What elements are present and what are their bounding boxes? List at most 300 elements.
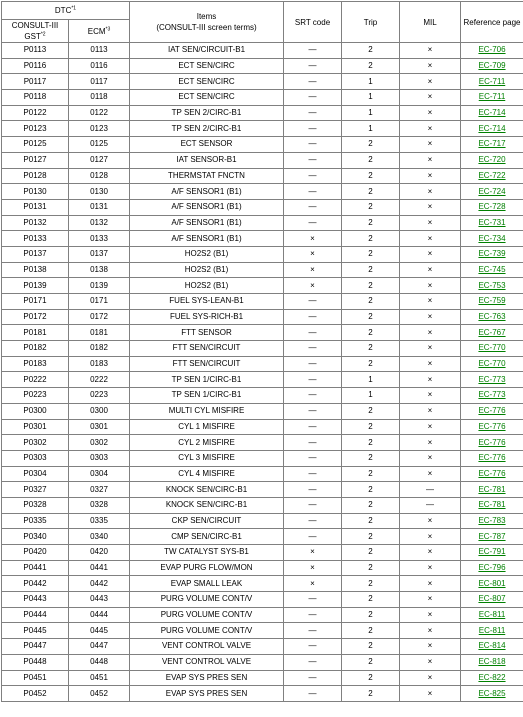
trip-value: 2 [342, 403, 400, 419]
item-name: HO2S2 (B1) [130, 262, 284, 278]
ecm-code: 0139 [69, 278, 130, 294]
mil-value: × [400, 168, 461, 184]
table-row [2, 168, 523, 184]
dtc-header: DTC$^{*1}$ [2, 2, 130, 20]
item-name: TP SEN 2/CIRC-B1 [130, 121, 284, 137]
trip-value: 1 [342, 121, 400, 137]
table-row [2, 43, 523, 59]
reference-link[interactable]: EC-709 [478, 61, 505, 70]
srt-code: — [284, 450, 342, 466]
reference-link[interactable]: EC-776 [478, 422, 505, 431]
gst-code: P0183 [2, 356, 69, 372]
item-name: CYL 1 MISFIRE [130, 419, 284, 435]
mil-value: × [400, 545, 461, 561]
item-name: THERMSTAT FNCTN [130, 168, 284, 184]
trip-value: 2 [342, 294, 400, 310]
srt-code: — [284, 74, 342, 90]
reference-link[interactable]: EC-811 [479, 626, 506, 635]
srt-code: — [284, 215, 342, 231]
dtc-table [1, 1, 523, 702]
item-name: FTT SEN/CIRCUIT [130, 341, 284, 357]
ecm-code: 0131 [69, 199, 130, 215]
trip-value: 2 [342, 497, 400, 513]
item-name: KNOCK SEN/CIRC-B1 [130, 497, 284, 513]
trip-value: 2 [342, 686, 400, 702]
reference-cell [461, 607, 523, 623]
ecm-code: 0132 [69, 215, 130, 231]
item-name: FTT SEN/CIRCUIT [130, 356, 284, 372]
ecm-code: 0122 [69, 105, 130, 121]
ecm-code: 0420 [69, 545, 130, 561]
trip-value: 2 [342, 309, 400, 325]
table-row [2, 325, 523, 341]
reference-link[interactable]: EC-724 [478, 187, 505, 196]
table-row [2, 137, 523, 153]
ecm-code: 0445 [69, 623, 130, 639]
reference-link[interactable]: EC-722 [478, 171, 505, 180]
table-row [2, 639, 523, 655]
srt-code: — [284, 184, 342, 200]
table-row [2, 199, 523, 215]
srt-code: — [284, 121, 342, 137]
table-row [2, 74, 523, 90]
trip-value: 2 [342, 560, 400, 576]
gst-code: P0445 [2, 623, 69, 639]
ecm-code: 0171 [69, 294, 130, 310]
reference-cell [461, 90, 523, 106]
reference-cell [461, 466, 523, 482]
trip-value: 1 [342, 105, 400, 121]
reference-link[interactable]: EC-706 [478, 45, 505, 54]
trip-value: 2 [342, 529, 400, 545]
mil-value: × [400, 372, 461, 388]
reference-cell [461, 513, 523, 529]
table-row [2, 545, 523, 561]
reference-link[interactable]: EC-776 [478, 453, 505, 462]
table-row [2, 215, 523, 231]
reference-cell [461, 43, 523, 59]
reference-cell [461, 152, 523, 168]
reference-link[interactable]: EC-728 [478, 202, 505, 211]
ecm-code: 0443 [69, 592, 130, 608]
mil-value: × [400, 309, 461, 325]
table-row [2, 388, 523, 404]
gst-code: P0122 [2, 105, 69, 121]
gst-code: P0301 [2, 419, 69, 435]
reference-cell [461, 341, 523, 357]
item-name: EVAP SYS PRES SEN [130, 670, 284, 686]
ecm-code: 0123 [69, 121, 130, 137]
mil-value: × [400, 450, 461, 466]
table-row [2, 623, 523, 639]
item-name: IAT SENSOR-B1 [130, 152, 284, 168]
reference-cell [461, 105, 523, 121]
table-row [2, 278, 523, 294]
table-row [2, 497, 523, 513]
reference-link[interactable]: EC-773 [478, 375, 505, 384]
ecm-code: 0117 [69, 74, 130, 90]
mil-value: × [400, 137, 461, 153]
reference-link[interactable]: EC-783 [478, 516, 505, 525]
reference-cell [461, 58, 523, 74]
reference-cell [461, 497, 523, 513]
table-row [2, 184, 523, 200]
table-row [2, 58, 523, 74]
reference-link[interactable]: EC-759 [478, 296, 505, 305]
mil-value: × [400, 513, 461, 529]
mil-value: × [400, 576, 461, 592]
gst-code: P0222 [2, 372, 69, 388]
trip-value: 2 [342, 670, 400, 686]
reference-cell [461, 278, 523, 294]
mil-value: × [400, 356, 461, 372]
trip-value: 2 [342, 639, 400, 655]
trip-value: 2 [342, 576, 400, 592]
reference-link[interactable]: EC-753 [478, 281, 505, 290]
reference-link[interactable]: EC-731 [478, 218, 505, 227]
gst-code: P0451 [2, 670, 69, 686]
item-name: A/F SENSOR1 (B1) [130, 215, 284, 231]
mil-value: × [400, 466, 461, 482]
gst-code: P0304 [2, 466, 69, 482]
item-name: VENT CONTROL VALVE [130, 639, 284, 655]
table-header [2, 2, 523, 43]
ecm-code: 0335 [69, 513, 130, 529]
gst-code: P0113 [2, 43, 69, 59]
table-row [2, 435, 523, 451]
item-name: MULTI CYL MISFIRE [130, 403, 284, 419]
ecm-code: 0127 [69, 152, 130, 168]
trip-value: 1 [342, 74, 400, 90]
srt-header: SRT code [284, 2, 342, 43]
reference-link[interactable]: EC-825 [478, 689, 505, 698]
ecm-code: 0137 [69, 246, 130, 262]
reference-link[interactable]: EC-734 [478, 234, 505, 243]
reference-link[interactable]: EC-720 [478, 155, 505, 164]
item-name: TW CATALYST SYS-B1 [130, 545, 284, 561]
mil-header: MIL [400, 2, 461, 43]
gst-code: P0302 [2, 435, 69, 451]
srt-code: — [284, 388, 342, 404]
item-name: CMP SEN/CIRC-B1 [130, 529, 284, 545]
reference-cell [461, 294, 523, 310]
ecm-code: 0447 [69, 639, 130, 655]
reference-cell [461, 262, 523, 278]
mil-value: × [400, 246, 461, 262]
mil-value: × [400, 388, 461, 404]
reference-cell [461, 419, 523, 435]
item-name: TP SEN 2/CIRC-B1 [130, 105, 284, 121]
item-name: PURG VOLUME CONT/V [130, 607, 284, 623]
trip-header: Trip [342, 2, 400, 43]
reference-cell [461, 639, 523, 655]
consult-gst-header: CONSULT-III GST$^{*2}$ [2, 20, 69, 43]
srt-code: — [284, 497, 342, 513]
table-row [2, 372, 523, 388]
mil-value: × [400, 294, 461, 310]
item-name: IAT SEN/CIRCUIT-B1 [130, 43, 284, 59]
srt-code: — [284, 403, 342, 419]
mil-value: × [400, 278, 461, 294]
reference-link[interactable]: EC-745 [478, 265, 505, 274]
mil-value: × [400, 184, 461, 200]
srt-code: — [284, 670, 342, 686]
mil-value: × [400, 639, 461, 655]
table-row [2, 466, 523, 482]
table-row [2, 513, 523, 529]
item-name: FUEL SYS-LEAN-B1 [130, 294, 284, 310]
ecm-code: 0444 [69, 607, 130, 623]
gst-code: P0223 [2, 388, 69, 404]
srt-code: — [284, 341, 342, 357]
table-row [2, 105, 523, 121]
item-name: ECT SEN/CIRC [130, 74, 284, 90]
reference-cell [461, 325, 523, 341]
item-name: CKP SEN/CIRCUIT [130, 513, 284, 529]
reference-cell [461, 215, 523, 231]
gst-code: P0441 [2, 560, 69, 576]
gst-code: P0137 [2, 246, 69, 262]
reference-link[interactable]: EC-717 [478, 139, 505, 148]
mil-value: × [400, 670, 461, 686]
ecm-code: 0300 [69, 403, 130, 419]
ecm-code: 0441 [69, 560, 130, 576]
srt-code: × [284, 262, 342, 278]
gst-code: P0452 [2, 686, 69, 702]
srt-code: — [284, 654, 342, 670]
reference-link[interactable]: EC-767 [478, 328, 505, 337]
srt-code: — [284, 435, 342, 451]
reference-link[interactable]: EC-781 [478, 500, 505, 509]
table-row [2, 294, 523, 310]
srt-code: — [284, 513, 342, 529]
trip-value: 2 [342, 325, 400, 341]
reference-link[interactable]: EC-781 [478, 485, 505, 494]
item-name: CYL 2 MISFIRE [130, 435, 284, 451]
mil-value: × [400, 231, 461, 247]
trip-value: 2 [342, 466, 400, 482]
reference-link[interactable]: EC-787 [478, 532, 505, 541]
item-name: HO2S2 (B1) [130, 278, 284, 294]
table-row [2, 231, 523, 247]
ecm-code: 0302 [69, 435, 130, 451]
gst-code: P0118 [2, 90, 69, 106]
gst-code: P0172 [2, 309, 69, 325]
gst-code: P0130 [2, 184, 69, 200]
table-row [2, 576, 523, 592]
reference-cell [461, 231, 523, 247]
reference-link[interactable]: EC-814 [478, 641, 505, 650]
trip-value: 2 [342, 184, 400, 200]
reference-cell [461, 199, 523, 215]
item-name: VENT CONTROL VALVE [130, 654, 284, 670]
gst-code: P0133 [2, 231, 69, 247]
gst-code: P0448 [2, 654, 69, 670]
srt-code: — [284, 137, 342, 153]
reference-link[interactable]: EC-714 [478, 124, 505, 133]
mil-value: × [400, 435, 461, 451]
table-row [2, 560, 523, 576]
srt-code: × [284, 560, 342, 576]
table-row [2, 262, 523, 278]
item-name: TP SEN 1/CIRC-B1 [130, 388, 284, 404]
reference-link[interactable]: EC-807 [478, 594, 505, 603]
srt-code: × [284, 576, 342, 592]
table-row [2, 419, 523, 435]
srt-code: — [284, 168, 342, 184]
reference-cell [461, 309, 523, 325]
item-name: EVAP SMALL LEAK [130, 576, 284, 592]
item-name: PURG VOLUME CONT/V [130, 592, 284, 608]
reference-link[interactable]: EC-773 [478, 390, 505, 399]
reference-cell [461, 168, 523, 184]
trip-value: 1 [342, 388, 400, 404]
reference-cell [461, 74, 523, 90]
trip-value: 2 [342, 168, 400, 184]
ecm-code: 0181 [69, 325, 130, 341]
srt-code: — [284, 592, 342, 608]
gst-code: P0300 [2, 403, 69, 419]
reference-link[interactable]: EC-818 [478, 657, 505, 666]
trip-value: 2 [342, 58, 400, 74]
srt-code: — [284, 686, 342, 702]
gst-code: P0443 [2, 592, 69, 608]
reference-link[interactable]: EC-776 [478, 469, 505, 478]
mil-value: × [400, 325, 461, 341]
srt-code: — [284, 419, 342, 435]
mil-value: × [400, 560, 461, 576]
reference-cell [461, 686, 523, 702]
ecm-code: 0130 [69, 184, 130, 200]
trip-value: 2 [342, 231, 400, 247]
ecm-code: 0340 [69, 529, 130, 545]
trip-value: 2 [342, 43, 400, 59]
reference-cell [461, 654, 523, 670]
reference-link[interactable]: EC-770 [478, 343, 505, 352]
gst-code: P0116 [2, 58, 69, 74]
item-name: A/F SENSOR1 (B1) [130, 199, 284, 215]
srt-code: × [284, 545, 342, 561]
gst-code: P0182 [2, 341, 69, 357]
srt-code: — [284, 309, 342, 325]
ecm-code: 0125 [69, 137, 130, 153]
mil-value: × [400, 199, 461, 215]
ecm-code: 0116 [69, 58, 130, 74]
table-row [2, 90, 523, 106]
mil-value: × [400, 686, 461, 702]
reference-cell [461, 623, 523, 639]
gst-code: P0303 [2, 450, 69, 466]
trip-value: 2 [342, 435, 400, 451]
mil-value: × [400, 215, 461, 231]
reference-cell [461, 356, 523, 372]
srt-code: — [284, 43, 342, 59]
reference-link[interactable]: EC-811 [479, 610, 506, 619]
table-row [2, 529, 523, 545]
item-name: ECT SEN/CIRC [130, 90, 284, 106]
table-row [2, 607, 523, 623]
mil-value: × [400, 403, 461, 419]
reference-link[interactable]: EC-714 [478, 108, 505, 117]
reference-link[interactable]: EC-801 [478, 579, 505, 588]
table-row [2, 246, 523, 262]
reference-cell [461, 435, 523, 451]
table-row [2, 450, 523, 466]
reference-cell [461, 372, 523, 388]
gst-code: P0447 [2, 639, 69, 655]
trip-value: 2 [342, 341, 400, 357]
item-name: A/F SENSOR1 (B1) [130, 231, 284, 247]
gst-code: P0128 [2, 168, 69, 184]
reference-link[interactable]: EC-776 [478, 438, 505, 447]
reference-cell [461, 670, 523, 686]
srt-code: — [284, 466, 342, 482]
reference-cell [461, 576, 523, 592]
gst-code: P0444 [2, 607, 69, 623]
table-row [2, 670, 523, 686]
srt-code: — [284, 90, 342, 106]
reference-cell [461, 545, 523, 561]
srt-code: — [284, 607, 342, 623]
reference-link[interactable]: EC-776 [478, 406, 505, 415]
trip-value: 2 [342, 592, 400, 608]
reference-link[interactable]: EC-739 [478, 249, 505, 258]
trip-value: 2 [342, 607, 400, 623]
table-row [2, 341, 523, 357]
mil-value: × [400, 43, 461, 59]
reference-link[interactable]: EC-822 [478, 673, 505, 682]
gst-code: P0171 [2, 294, 69, 310]
trip-value: 1 [342, 90, 400, 106]
gst-code: P0125 [2, 137, 69, 153]
ecm-code: 0328 [69, 497, 130, 513]
srt-code: × [284, 278, 342, 294]
trip-value: 1 [342, 372, 400, 388]
trip-value: 2 [342, 513, 400, 529]
mil-value: × [400, 74, 461, 90]
table-row [2, 152, 523, 168]
item-name: PURG VOLUME CONT/V [130, 623, 284, 639]
ecm-code: 0223 [69, 388, 130, 404]
item-name: TP SEN 1/CIRC-B1 [130, 372, 284, 388]
ecm-header: ECM$^{*3}$ [69, 20, 130, 43]
mil-value: × [400, 341, 461, 357]
table-row [2, 654, 523, 670]
reference-link[interactable]: EC-711 [479, 92, 506, 101]
reference-cell [461, 482, 523, 498]
ecm-code: 0138 [69, 262, 130, 278]
reference-link[interactable]: EC-791 [478, 547, 505, 556]
reference-link[interactable]: EC-796 [478, 563, 505, 572]
reference-link[interactable]: EC-711 [479, 77, 506, 86]
srt-code: — [284, 105, 342, 121]
ecm-code: 0113 [69, 43, 130, 59]
mil-value: × [400, 121, 461, 137]
item-name: A/F SENSOR1 (B1) [130, 184, 284, 200]
mil-value: × [400, 592, 461, 608]
trip-value: 2 [342, 152, 400, 168]
ecm-code: 0448 [69, 654, 130, 670]
reference-cell [461, 246, 523, 262]
gst-code: P0340 [2, 529, 69, 545]
gst-code: P0139 [2, 278, 69, 294]
item-name: HO2S2 (B1) [130, 246, 284, 262]
reference-link[interactable]: EC-770 [478, 359, 505, 368]
trip-value: 2 [342, 215, 400, 231]
reference-link[interactable]: EC-763 [478, 312, 505, 321]
trip-value: 2 [342, 419, 400, 435]
item-name: CYL 3 MISFIRE [130, 450, 284, 466]
